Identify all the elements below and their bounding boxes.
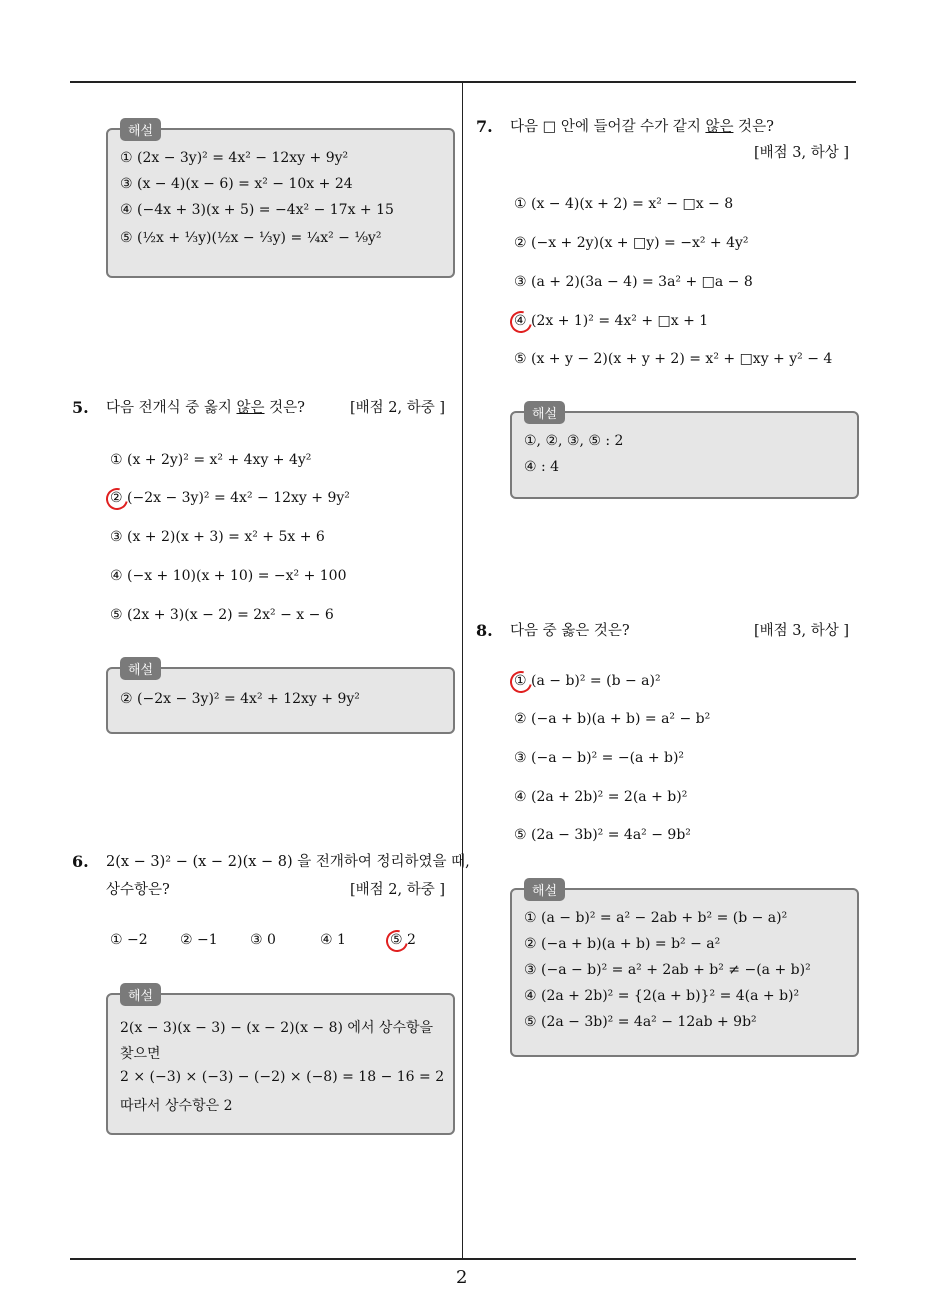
q5-option-4[interactable]: ④ (−x + 10)(x + 10) = −x² + 100 bbox=[110, 568, 347, 584]
q6-option-2[interactable]: ② −1 bbox=[180, 932, 218, 948]
q5-option-1[interactable]: ① (x + 2y)² = x² + 4xy + 4y² bbox=[110, 452, 312, 468]
top-rule bbox=[70, 81, 856, 83]
question-text-emphasis: 않은 bbox=[236, 400, 265, 416]
q8-option-2[interactable]: ② (−a + b)(a + b) = a² − b² bbox=[514, 711, 711, 727]
solution-line: ① (a − b)² = a² − 2ab + b² = (b − a)² bbox=[524, 910, 788, 926]
q5-option-5[interactable]: ⑤ (2x + 3)(x − 2) = 2x² − x − 6 bbox=[110, 607, 334, 623]
q4-solution-box bbox=[106, 124, 455, 278]
solution-line: ⑤ (½x + ⅓y)(½x − ⅓y) = ¼x² − ⅑y² bbox=[120, 230, 382, 246]
question-text-part: 것은? bbox=[733, 119, 774, 135]
question-text-line2: 상수항은? bbox=[106, 882, 170, 898]
solution-line: ② (−a + b)(a + b) = b² − a² bbox=[524, 936, 721, 952]
q5-option-3[interactable]: ③ (x + 2)(x + 3) = x² + 5x + 6 bbox=[110, 529, 325, 545]
q8-option-3[interactable]: ③ (−a − b)² = −(a + b)² bbox=[514, 750, 685, 766]
question-text-emphasis: 않은 bbox=[705, 119, 734, 135]
solution-line: ② (−2x − 3y)² = 4x² + 12xy + 9y² bbox=[120, 691, 360, 707]
answer-mark bbox=[506, 307, 536, 337]
q6-option-3[interactable]: ③ 0 bbox=[250, 932, 276, 948]
question-number: 6. bbox=[72, 852, 89, 871]
question-text: 다음 중 옳은 것은? bbox=[510, 623, 630, 639]
question-text-part: 다음 전개식 중 옳지 bbox=[106, 400, 237, 416]
question-meta: [배점 3, 하상 ] bbox=[754, 145, 850, 161]
question-number: 5. bbox=[72, 398, 89, 417]
answer-mark bbox=[382, 926, 412, 956]
q7-solution-box bbox=[510, 407, 859, 499]
q8-option-5[interactable]: ⑤ (2a − 3b)² = 4a² − 9b² bbox=[514, 827, 691, 843]
question-text-line1: 2(x − 3)² − (x − 2)(x − 8) 을 전개하여 정리하였을 때, bbox=[106, 854, 470, 870]
solution-line: ③ (−a − b)² = a² + 2ab + b² ≠ −(a + b)² bbox=[524, 962, 811, 978]
solution-line: 2(x − 3)(x − 3) − (x − 2)(x − 8) 에서 상수항을 bbox=[120, 1020, 434, 1036]
q7-option-1[interactable]: ① (x − 4)(x + 2) = x² − □x − 8 bbox=[514, 196, 734, 212]
q7-option-5[interactable]: ⑤ (x + y − 2)(x + y + 2) = x² + □xy + y² − 4 bbox=[514, 351, 833, 367]
solution-tag: 해설 bbox=[524, 878, 565, 901]
q7-option-3[interactable]: ③ (a + 2)(3a − 4) = 3a² + □a − 8 bbox=[514, 274, 753, 290]
solution-line: 따라서 상수항은 2 bbox=[120, 1098, 233, 1114]
solution-tag: 해설 bbox=[524, 401, 565, 424]
bottom-rule bbox=[70, 1258, 856, 1260]
q6-option-4[interactable]: ④ 1 bbox=[320, 932, 346, 948]
solution-line: 찾으면 bbox=[120, 1046, 161, 1062]
q6-option-5[interactable]: ⑤ 2 bbox=[390, 932, 416, 948]
q6-solution-box bbox=[106, 989, 455, 1135]
q8-option-4[interactable]: ④ (2a + 2b)² = 2(a + b)² bbox=[514, 789, 688, 805]
question-number: 8. bbox=[476, 621, 493, 640]
page-number: 2 bbox=[456, 1267, 468, 1288]
q5-option-2[interactable]: ② (−2x − 3y)² = 4x² − 12xy + 9y² bbox=[110, 490, 350, 506]
column-divider bbox=[462, 83, 463, 1259]
answer-mark bbox=[102, 484, 132, 514]
question-meta: [배점 3, 하상 ] bbox=[754, 623, 850, 639]
q7-option-2[interactable]: ② (−x + 2y)(x + □y) = −x² + 4y² bbox=[514, 235, 749, 251]
q5-solution-box bbox=[106, 663, 455, 734]
question-text bbox=[106, 398, 305, 418]
solution-line: ④ : 4 bbox=[524, 459, 560, 475]
solution-line: ④ (2a + 2b)² = {2(a + b)}² = 4(a + b)² bbox=[524, 988, 800, 1004]
solution-line: ①, ②, ③, ⑤ : 2 bbox=[524, 433, 624, 449]
solution-line: ④ (−4x + 3)(x + 5) = −4x² − 17x + 15 bbox=[120, 202, 394, 218]
question-meta: [배점 2, 하중 ] bbox=[350, 400, 446, 416]
solution-line: ⑤ (2a − 3b)² = 4a² − 12ab + 9b² bbox=[524, 1014, 757, 1030]
question-text-part: 다음 □ 안에 들어갈 수가 같지 bbox=[510, 119, 706, 135]
question-text bbox=[510, 117, 774, 137]
solution-line: 2 × (−3) × (−3) − (−2) × (−8) = 18 − 16 = 2 bbox=[120, 1069, 445, 1085]
solution-tag: 해설 bbox=[120, 118, 161, 141]
question-text-part: 것은? bbox=[264, 400, 305, 416]
q7-option-4[interactable]: ④ (2x + 1)² = 4x² + □x + 1 bbox=[514, 313, 709, 329]
q8-solution-box bbox=[510, 884, 859, 1057]
solution-line: ① (2x − 3y)² = 4x² − 12xy + 9y² bbox=[120, 150, 349, 166]
solution-tag: 해설 bbox=[120, 983, 161, 1006]
q6-option-1[interactable]: ① −2 bbox=[110, 932, 148, 948]
solution-line: ③ (x − 4)(x − 6) = x² − 10x + 24 bbox=[120, 176, 353, 192]
solution-tag: 해설 bbox=[120, 657, 161, 680]
question-number: 7. bbox=[476, 117, 493, 136]
answer-mark bbox=[506, 667, 536, 697]
q8-option-1[interactable]: ① (a − b)² = (b − a)² bbox=[514, 673, 661, 689]
question-meta: [배점 2, 하중 ] bbox=[350, 882, 446, 898]
